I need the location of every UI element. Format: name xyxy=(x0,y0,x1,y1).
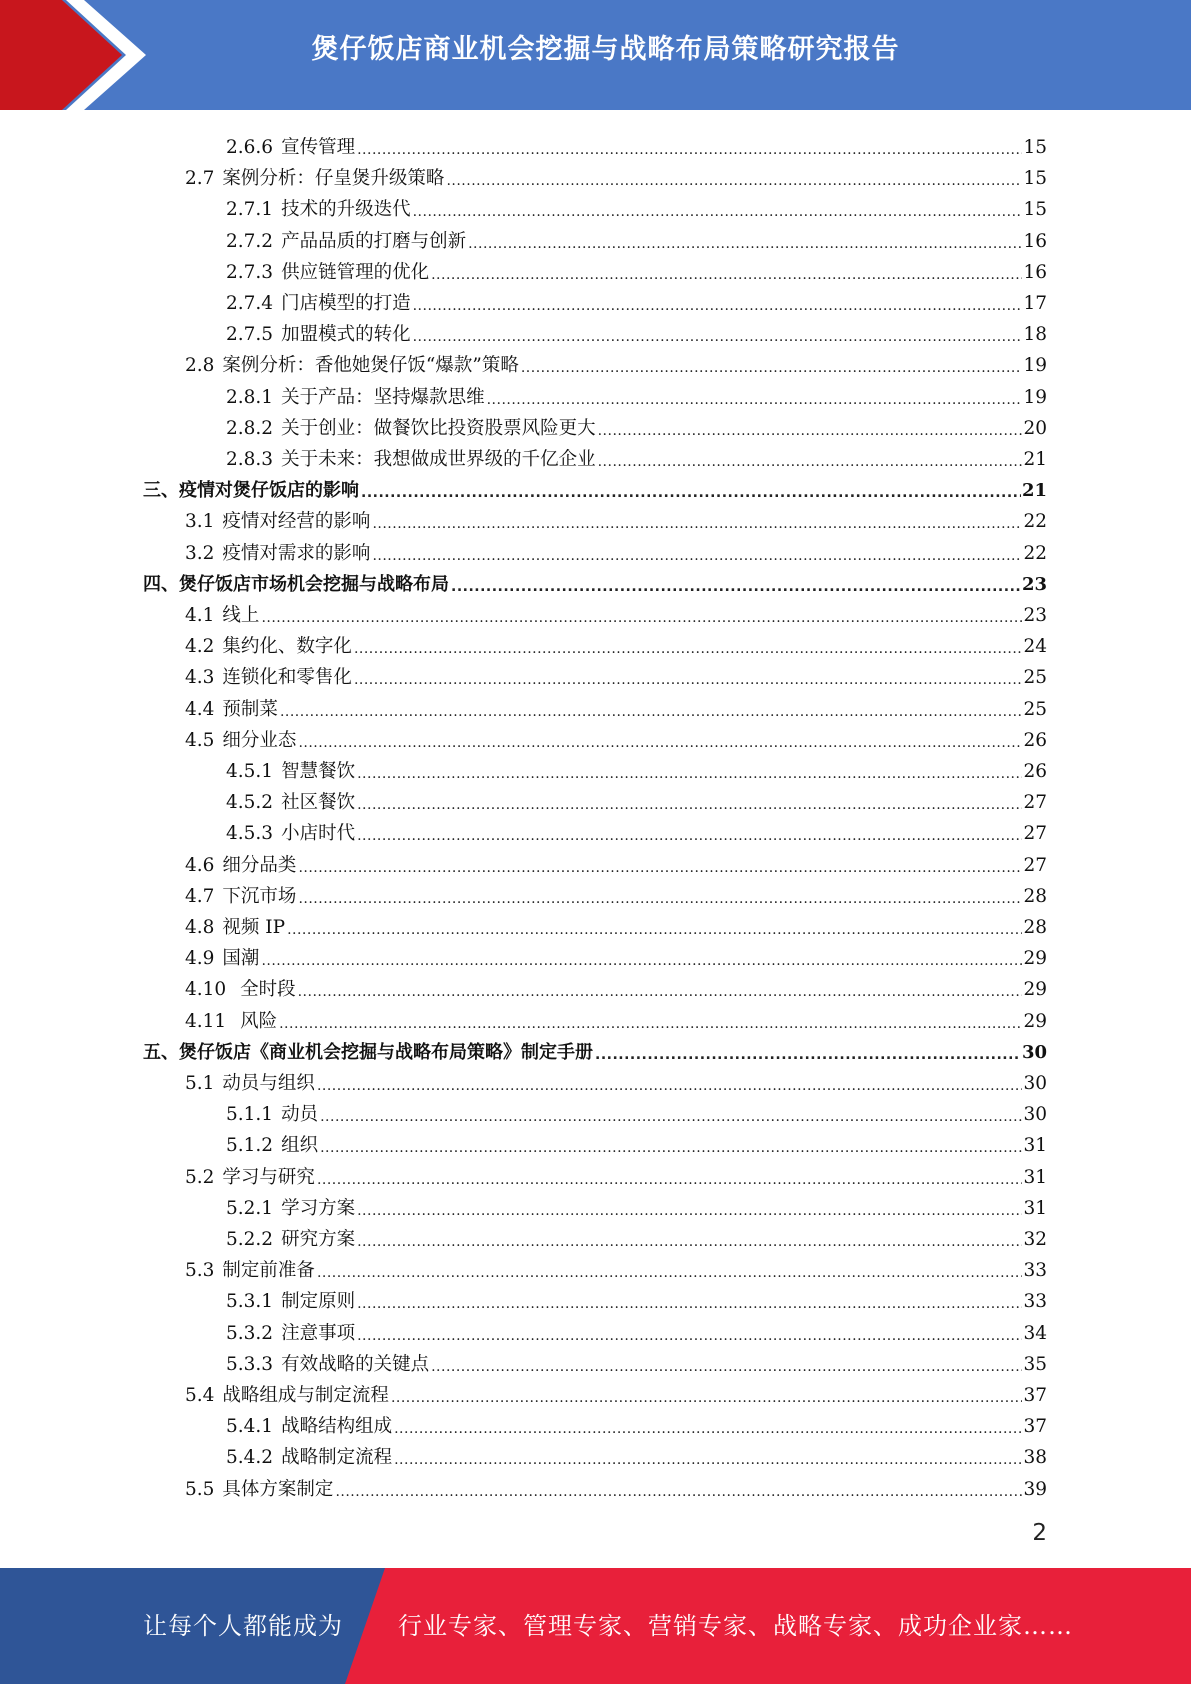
toc-entry-title: 宣传管理 xyxy=(281,137,356,158)
toc-entry-title: 线上 xyxy=(222,605,260,626)
toc-page-number: 28 xyxy=(1023,917,1047,938)
toc-chapter-entry[interactable] xyxy=(143,1033,1047,1064)
toc-entry-label xyxy=(185,948,261,970)
toc-entry-number: 4.5 xyxy=(185,730,215,751)
toc-entry-number: 5.4 xyxy=(185,1385,215,1406)
toc-entry-number: 5.1.1 xyxy=(226,1104,274,1125)
toc-entry-title: 有效战略的关键点 xyxy=(281,1354,430,1375)
toc-entry-title: 视频 IP xyxy=(222,917,286,938)
toc-entry-label xyxy=(185,855,298,877)
toc-dot-leader xyxy=(431,1358,1022,1376)
toc-entry-number: 4.4 xyxy=(185,699,215,720)
footer-slogan-right: 行业专家、管理专家、营销专家、战略专家、成功企业家…… xyxy=(398,1612,1073,1640)
toc-chapter-entry[interactable] xyxy=(143,565,1047,596)
toc-entry-label xyxy=(226,1323,357,1345)
toc-page-number: 23 xyxy=(1023,605,1047,626)
toc-entry-label xyxy=(185,1073,317,1095)
toc-page-number: 35 xyxy=(1023,1354,1047,1375)
page-header xyxy=(0,0,1191,110)
toc-section-entry[interactable] xyxy=(185,939,1047,970)
toc-entry-title: 国潮 xyxy=(222,948,260,969)
toc-entry-label xyxy=(226,1198,357,1220)
toc-subsection-entry[interactable] xyxy=(226,814,1047,845)
toc-entry-number: 4.9 xyxy=(185,948,215,969)
toc-entry-label xyxy=(226,231,468,253)
toc-entry-title: 学习与研究 xyxy=(222,1167,315,1188)
toc-entry-label xyxy=(185,543,372,565)
toc-page-number: 26 xyxy=(1023,730,1047,751)
toc-page-number: 31 xyxy=(1023,1198,1047,1219)
toc-subsection-entry[interactable] xyxy=(226,1345,1047,1376)
toc-entry-number: 4.7 xyxy=(185,886,215,907)
toc-entry-number: 4.11 xyxy=(185,1011,227,1032)
toc-chapter-entry[interactable] xyxy=(143,471,1047,502)
toc-page-number: 29 xyxy=(1023,948,1047,969)
toc-entry-label xyxy=(185,1479,335,1501)
toc-entry-title: 组织 xyxy=(281,1135,319,1156)
toc-section-entry[interactable] xyxy=(185,502,1047,533)
toc-entry-number: 5.1.2 xyxy=(226,1135,274,1156)
toc-section-entry[interactable] xyxy=(185,846,1047,877)
toc-entry-title: 动员与组织 xyxy=(222,1073,315,1094)
toc-dot-leader xyxy=(354,671,1023,689)
toc-entry-number: 4.5.1 xyxy=(226,761,274,782)
toc-entry-title: 全时段 xyxy=(234,979,296,1000)
toc-page-number: 21 xyxy=(1023,449,1047,470)
toc-dot-leader xyxy=(521,359,1023,377)
toc-page-number: 28 xyxy=(1023,886,1047,907)
toc-page-number: 38 xyxy=(1023,1447,1047,1468)
toc-entry-title: 研究方案 xyxy=(281,1229,356,1250)
report-title: 煲仔饭店商业机会挖掘与战略布局策略研究报告 xyxy=(311,34,900,65)
toc-page-number: 25 xyxy=(1023,667,1047,688)
toc-dot-leader xyxy=(261,952,1022,970)
toc-entry-number: 5.3.1 xyxy=(226,1291,274,1312)
toc-page-number: 27 xyxy=(1023,792,1047,813)
toc-section-entry[interactable] xyxy=(185,159,1047,190)
toc-entry-label xyxy=(226,792,357,814)
toc-entry-number: 4.3 xyxy=(185,667,215,688)
toc-entry-label xyxy=(185,730,298,752)
toc-dot-leader xyxy=(287,921,1022,939)
toc-entry-number: 5.3.2 xyxy=(226,1323,274,1344)
toc-entry-number: 5.4.2 xyxy=(226,1447,274,1468)
toc-page-number: 22 xyxy=(1023,511,1047,532)
toc-entry-title: 注意事项 xyxy=(281,1323,356,1344)
toc-entry-title: 供应链管理的优化 xyxy=(281,262,430,283)
toc-page-number: 17 xyxy=(1023,293,1047,314)
toc-entry-title: 案例分析：仔皇煲升级策略 xyxy=(222,168,445,189)
toc-entry-label xyxy=(226,137,357,159)
toc-dot-leader xyxy=(357,1327,1022,1345)
toc-dot-leader xyxy=(598,453,1023,471)
toc-entry-label xyxy=(226,324,413,346)
toc-subsection-entry[interactable] xyxy=(226,1438,1047,1469)
toc-subsection-entry[interactable] xyxy=(226,752,1047,783)
toc-page-number: 22 xyxy=(1023,543,1047,564)
footer-slogan-left: 让每个人都能成为 xyxy=(143,1612,343,1640)
toc-entry-number: 5.3.3 xyxy=(226,1354,274,1375)
page-number: 2 xyxy=(1032,1520,1047,1546)
toc-entry-label xyxy=(185,699,280,721)
toc-entry-label xyxy=(185,355,521,377)
toc-dot-leader xyxy=(357,827,1022,845)
page-footer xyxy=(0,1568,1191,1684)
toc-section-entry[interactable] xyxy=(185,1158,1047,1189)
toc-entry-title: 关于未来：我想做成世界级的千亿企业 xyxy=(281,449,596,470)
toc-dot-leader xyxy=(468,235,1022,253)
toc-dot-leader xyxy=(298,734,1022,752)
toc-page-number: 27 xyxy=(1023,855,1047,876)
toc-subsection-entry[interactable] xyxy=(226,1189,1047,1220)
toc-entry-label xyxy=(185,1167,317,1189)
toc-entry-label xyxy=(226,418,598,440)
toc-page-number: 25 xyxy=(1023,699,1047,720)
toc-entry-number: 2.6.6 xyxy=(226,137,274,158)
toc-section-entry[interactable] xyxy=(185,534,1047,565)
toc-subsection-entry[interactable] xyxy=(226,440,1047,471)
toc-entry-title: 战略组成与制定流程 xyxy=(222,1385,389,1406)
toc-subsection-entry[interactable] xyxy=(226,409,1047,440)
toc-dot-leader xyxy=(357,141,1022,159)
toc-entry-label xyxy=(185,1260,317,1282)
toc-entry-title: 连锁化和零售化 xyxy=(222,667,352,688)
toc-entry-number: 5.2.2 xyxy=(226,1229,274,1250)
toc-entry-title: 集约化、数字化 xyxy=(222,636,352,657)
toc-page-number: 33 xyxy=(1023,1260,1047,1281)
toc-page-number: 20 xyxy=(1023,418,1047,439)
toc-entry-number: 4.5.3 xyxy=(226,823,274,844)
toc-subsection-entry[interactable] xyxy=(226,222,1047,253)
toc-section-entry[interactable] xyxy=(185,1002,1047,1033)
toc-dot-leader xyxy=(357,1233,1022,1251)
toc-entry-number: 2.8.2 xyxy=(226,418,274,439)
toc-section-entry[interactable] xyxy=(185,658,1047,689)
toc-entry-label xyxy=(226,761,357,783)
toc-page-number: 19 xyxy=(1023,355,1047,376)
toc-subsection-entry[interactable] xyxy=(226,783,1047,814)
toc-entry-number: 3.1 xyxy=(185,511,215,532)
toc-entry-label xyxy=(143,574,451,596)
toc-entry-label xyxy=(185,168,446,190)
toc-entry-label xyxy=(185,636,354,658)
toc-dot-leader xyxy=(487,391,1023,409)
toc-page-number: 24 xyxy=(1023,636,1047,657)
toc-entry-number: 4.6 xyxy=(185,855,215,876)
toc-entry-number: 5.1 xyxy=(185,1073,215,1094)
toc-dot-leader xyxy=(298,983,1023,1001)
toc-entry-title: 小店时代 xyxy=(281,823,356,844)
toc-page-number: 29 xyxy=(1023,1011,1047,1032)
toc-entry-label xyxy=(185,979,298,1001)
toc-section-entry[interactable] xyxy=(185,908,1047,939)
toc-entry-title: 细分品类 xyxy=(222,855,297,876)
toc-entry-title: 动员 xyxy=(281,1104,319,1125)
toc-entry-number: 2.7.2 xyxy=(226,231,274,252)
toc-subsection-entry[interactable] xyxy=(226,253,1047,284)
toc-entry-title: 关于创业：做餐饮比投资股票风险更大 xyxy=(281,418,596,439)
toc-entry-title: 战略结构组成 xyxy=(281,1416,393,1437)
toc-entry-title: 技术的升级迭代 xyxy=(281,199,411,220)
toc-dot-leader xyxy=(298,859,1022,877)
toc-page-number: 21 xyxy=(1021,480,1047,501)
toc-section-entry[interactable] xyxy=(185,877,1047,908)
toc-page-number: 30 xyxy=(1023,1104,1047,1125)
toc-subsection-entry[interactable] xyxy=(226,1282,1047,1313)
toc-dot-leader xyxy=(317,1171,1023,1189)
toc-page-number: 16 xyxy=(1023,231,1047,252)
toc-entry-title: 关于产品：坚持爆款思维 xyxy=(281,387,485,408)
toc-dot-leader xyxy=(320,1108,1022,1126)
toc-entry-title: 疫情对需求的影响 xyxy=(222,543,371,564)
toc-entry-label xyxy=(226,262,431,284)
toc-dot-leader xyxy=(595,1046,1021,1064)
toc-page-number: 26 xyxy=(1023,761,1047,782)
toc-dot-leader xyxy=(451,578,1021,596)
toc-page-number: 29 xyxy=(1023,979,1047,1000)
toc-entry-label xyxy=(226,387,487,409)
toc-page-number: 31 xyxy=(1023,1167,1047,1188)
toc-entry-label xyxy=(185,917,287,939)
toc-entry-title: 具体方案制定 xyxy=(222,1479,334,1500)
toc-page-number: 30 xyxy=(1023,1073,1047,1094)
toc-entry-label xyxy=(226,823,357,845)
toc-subsection-entry[interactable] xyxy=(226,128,1047,159)
toc-dot-leader xyxy=(357,765,1022,783)
toc-subsection-entry[interactable] xyxy=(226,1126,1047,1157)
toc-dot-leader xyxy=(372,515,1022,533)
toc-entry-title: 细分业态 xyxy=(222,730,297,751)
toc-entry-label xyxy=(143,1042,595,1064)
toc-dot-leader xyxy=(317,1264,1023,1282)
toc-section-entry[interactable] xyxy=(185,1064,1047,1095)
toc-page-number: 15 xyxy=(1023,199,1047,220)
toc-dot-leader xyxy=(357,1202,1022,1220)
toc-dot-leader xyxy=(280,703,1023,721)
toc-entry-title: 产品品质的打磨与创新 xyxy=(281,231,467,252)
toc-entry-title: 四、煲仔饭店市场机会挖掘与战略布局 xyxy=(143,574,449,595)
toc-entry-number: 2.7 xyxy=(185,168,215,189)
toc-entry-label xyxy=(185,511,372,533)
toc-entry-title: 战略制定流程 xyxy=(281,1447,393,1468)
toc-entry-label xyxy=(143,480,361,502)
toc-page-number: 32 xyxy=(1023,1229,1047,1250)
toc-subsection-entry[interactable] xyxy=(226,378,1047,409)
toc-entry-number: 5.4.1 xyxy=(226,1416,274,1437)
toc-entry-title: 案例分析：香他她煲仔饭“爆款”策略 xyxy=(222,355,519,376)
toc-dot-leader xyxy=(413,328,1023,346)
toc-entry-label xyxy=(185,886,298,908)
toc-entry-title: 风险 xyxy=(234,1011,278,1032)
toc-entry-number: 2.7.5 xyxy=(226,324,274,345)
toc-subsection-entry[interactable] xyxy=(226,1220,1047,1251)
toc-subsection-entry[interactable] xyxy=(226,284,1047,315)
toc-dot-leader xyxy=(298,890,1022,908)
toc-section-entry[interactable] xyxy=(185,690,1047,721)
toc-dot-leader xyxy=(279,1015,1022,1033)
toc-page-number: 19 xyxy=(1023,387,1047,408)
toc-page-number: 18 xyxy=(1023,324,1047,345)
toc-dot-leader xyxy=(413,297,1023,315)
toc-page-number: 37 xyxy=(1023,1385,1047,1406)
toc-dot-leader xyxy=(431,266,1022,284)
toc-dot-leader xyxy=(357,1295,1022,1313)
toc-dot-leader xyxy=(413,203,1023,221)
toc-entry-label xyxy=(185,605,261,627)
toc-page-number: 31 xyxy=(1023,1135,1047,1156)
toc-page-number: 15 xyxy=(1023,137,1047,158)
toc-entry-number: 4.1 xyxy=(185,605,215,626)
toc-entry-title: 门店模型的打造 xyxy=(281,293,411,314)
toc-entry-title: 智慧餐饮 xyxy=(281,761,356,782)
toc-dot-leader xyxy=(446,172,1022,190)
toc-dot-leader xyxy=(357,796,1022,814)
toc-entry-label xyxy=(226,1104,320,1126)
toc-page-number: 16 xyxy=(1023,262,1047,283)
toc-entry-label xyxy=(226,199,413,221)
toc-section-entry[interactable] xyxy=(185,1376,1047,1407)
toc-entry-number: 4.10 xyxy=(185,979,227,1000)
toc-dot-leader xyxy=(354,640,1023,658)
toc-dot-leader xyxy=(261,609,1022,627)
toc-entry-number: 5.2 xyxy=(185,1167,215,1188)
toc-entry-number: 3.2 xyxy=(185,543,215,564)
toc-page-number: 30 xyxy=(1021,1042,1047,1063)
toc-entry-number: 4.2 xyxy=(185,636,215,657)
toc-section-entry[interactable] xyxy=(185,346,1047,377)
toc-entry-number: 5.5 xyxy=(185,1479,215,1500)
toc-entry-number: 2.8 xyxy=(185,355,215,376)
toc-entry-label xyxy=(226,1416,394,1438)
toc-page-number: 39 xyxy=(1023,1479,1047,1500)
toc-dot-leader xyxy=(361,484,1021,502)
toc-entry-label xyxy=(226,1135,320,1157)
toc-section-entry[interactable] xyxy=(185,1470,1047,1501)
toc-entry-title: 学习方案 xyxy=(281,1198,356,1219)
toc-subsection-entry[interactable] xyxy=(226,1407,1047,1438)
toc-dot-leader xyxy=(391,1389,1023,1407)
toc-entry-title: 制定前准备 xyxy=(222,1260,315,1281)
toc-page-number: 34 xyxy=(1023,1323,1047,1344)
toc-entry-label xyxy=(226,1291,357,1313)
toc-section-entry[interactable] xyxy=(185,970,1047,1001)
toc-entry-label xyxy=(226,293,413,315)
toc-entry-label xyxy=(226,1447,394,1469)
toc-entry-label xyxy=(226,1229,357,1251)
toc-entry-title: 社区餐饮 xyxy=(281,792,356,813)
toc-entry-label xyxy=(185,1385,391,1407)
toc-entry-number: 2.7.3 xyxy=(226,262,274,283)
toc-section-entry[interactable] xyxy=(185,627,1047,658)
toc-entry-title: 下沉市场 xyxy=(222,886,297,907)
toc-entry-number: 4.8 xyxy=(185,917,215,938)
toc-dot-leader xyxy=(598,422,1023,440)
toc-page-number: 15 xyxy=(1023,168,1047,189)
toc-entry-label xyxy=(185,1011,279,1033)
toc-entry-number: 5.2.1 xyxy=(226,1198,274,1219)
toc-entry-number: 2.8.3 xyxy=(226,449,274,470)
toc-entry-label xyxy=(226,449,598,471)
toc-subsection-entry[interactable] xyxy=(226,1095,1047,1126)
toc-entry-title: 制定原则 xyxy=(281,1291,356,1312)
toc-entry-number: 5.3 xyxy=(185,1260,215,1281)
toc-entry-number: 2.7.4 xyxy=(226,293,274,314)
toc-page-number: 33 xyxy=(1023,1291,1047,1312)
toc-dot-leader xyxy=(335,1483,1022,1501)
toc-entry-label xyxy=(185,667,354,689)
toc-entry-number: 2.8.1 xyxy=(226,387,274,408)
toc-section-entry[interactable] xyxy=(185,721,1047,752)
toc-subsection-entry[interactable] xyxy=(226,315,1047,346)
toc-dot-leader xyxy=(320,1139,1022,1157)
toc-page-number: 37 xyxy=(1023,1416,1047,1437)
toc-dot-leader xyxy=(394,1451,1022,1469)
toc-entry-title: 预制菜 xyxy=(222,699,278,720)
toc-subsection-entry[interactable] xyxy=(226,1314,1047,1345)
toc-dot-leader xyxy=(317,1077,1023,1095)
toc-entry-title: 三、疫情对煲仔饭店的影响 xyxy=(143,480,359,501)
toc-dot-leader xyxy=(394,1420,1022,1438)
toc-entry-number: 4.5.2 xyxy=(226,792,274,813)
toc-entry-number: 2.7.1 xyxy=(226,199,274,220)
toc-entry-title: 五、煲仔饭店《商业机会挖掘与战略布局策略》制定手册 xyxy=(143,1042,593,1063)
toc-entry-label xyxy=(226,1354,431,1376)
toc-entry-title: 疫情对经营的影响 xyxy=(222,511,371,532)
toc-subsection-entry[interactable] xyxy=(226,190,1047,221)
toc-page-number: 23 xyxy=(1021,574,1047,595)
toc-entry-title: 加盟模式的转化 xyxy=(281,324,411,345)
toc-dot-leader xyxy=(372,547,1022,565)
toc-page-number: 27 xyxy=(1023,823,1047,844)
toc-section-entry[interactable] xyxy=(185,1251,1047,1282)
toc-section-entry[interactable] xyxy=(185,596,1047,627)
